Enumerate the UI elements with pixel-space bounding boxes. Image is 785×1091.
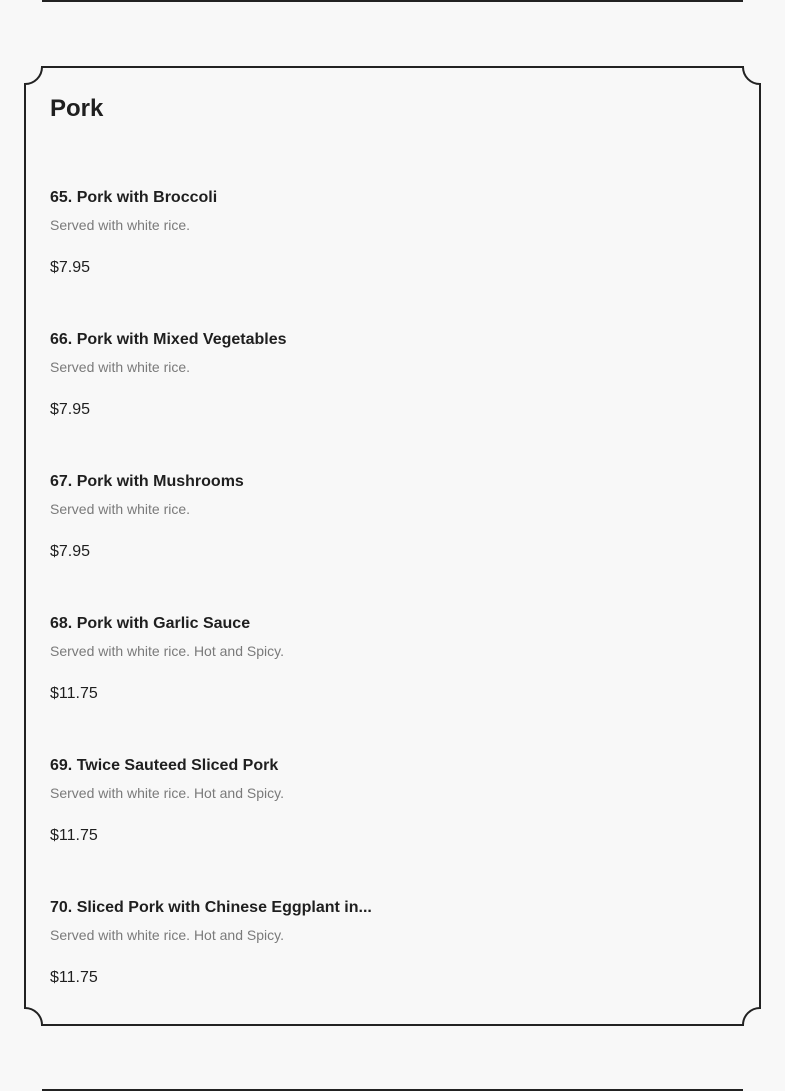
menu-item[interactable] bbox=[50, 615, 730, 725]
menu-item[interactable] bbox=[50, 899, 730, 1009]
item-price: $11.75 bbox=[50, 827, 98, 844]
item-name: 66. Pork with Mixed Vegetables bbox=[50, 331, 287, 348]
item-price: $7.95 bbox=[50, 259, 91, 276]
item-description: Served with white rice. Hot and Spicy. bbox=[50, 785, 284, 801]
menu-item[interactable] bbox=[50, 757, 730, 867]
item-price: $7.95 bbox=[50, 401, 91, 418]
item-name: 69. Twice Sauteed Sliced Pork bbox=[50, 757, 279, 774]
menu-section-card bbox=[25, 67, 761, 1025]
item-name: 67. Pork with Mushrooms bbox=[50, 473, 244, 490]
item-price: $11.75 bbox=[50, 969, 98, 986]
top-divider bbox=[42, 0, 743, 2]
menu-item[interactable] bbox=[50, 331, 730, 441]
menu-item[interactable] bbox=[50, 189, 730, 299]
item-description: Served with white rice. Hot and Spicy. bbox=[50, 643, 284, 659]
item-name: 70. Sliced Pork with Chinese Eggplant in... bbox=[50, 899, 372, 916]
item-price: $11.75 bbox=[50, 685, 98, 702]
item-description: Served with white rice. bbox=[50, 217, 191, 233]
item-description: Served with white rice. bbox=[50, 359, 191, 375]
item-name: 65. Pork with Broccoli bbox=[50, 189, 218, 206]
item-description: Served with white rice. Hot and Spicy. bbox=[50, 927, 284, 943]
menu-item[interactable] bbox=[50, 473, 730, 583]
item-name: 68. Pork with Garlic Sauce bbox=[50, 615, 251, 632]
section-title: Pork bbox=[50, 95, 104, 122]
item-price: $7.95 bbox=[50, 543, 91, 560]
item-description: Served with white rice. bbox=[50, 501, 191, 517]
